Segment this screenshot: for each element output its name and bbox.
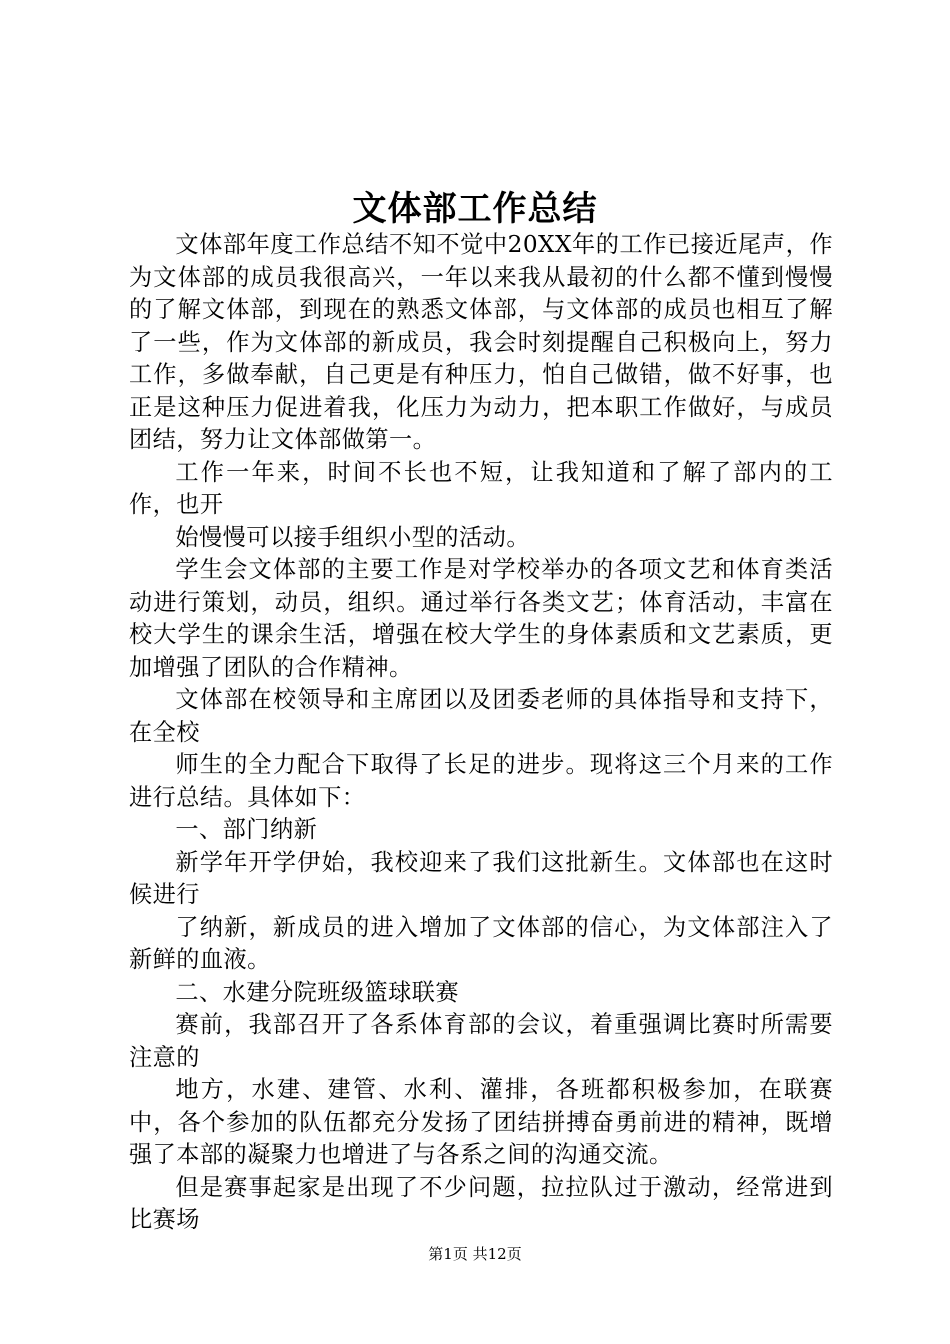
paragraph-main-work: 学生会文体部的主要工作是对学校举办的各项文艺和体育类活动进行策划，动员，组织。通过举行各类文艺；体育活动，丰富在校大学生的课余生活，增强在校大学生的身体素质和文艺素质，更加增强了团队的合作精神。 <box>129 556 833 681</box>
section-heading-basketball: 二、水建分院班级篮球联赛 <box>175 978 460 1006</box>
paragraph-guidance: 文体部在校领导和主席团以及团委老师的具体指导和支持下，在全校 <box>129 686 833 746</box>
paragraph-recruitment: 新学年开学伊始，我校迎来了我们这批新生。文体部也在这时候进行 <box>129 848 833 908</box>
paragraph-basketball-teams: 地方，水建、建管、水利、灌排，各班都积极参加，在联赛中，各个参加的队伍都充分发扬了团结拼搏奋勇前进的精神，既增强了本部的凝聚力也增进了与各系之间的沟通交流。 <box>129 1076 833 1168</box>
section-heading-recruitment: 一、部门纳新 <box>175 816 318 843</box>
document-body <box>129 229 833 1237</box>
paragraph-guidance-cont: 师生的全力配合下取得了长足的进步。现将这三个月来的工作进行总结。具体如下： <box>129 751 833 811</box>
paragraph-work-year-cont: 始慢慢可以接手组织小型的活动。 <box>175 523 530 551</box>
paragraph-recruitment-cont: 了纳新，新成员的进入增加了文体部的信心，为文体部注入了新鲜的血液。 <box>129 913 833 973</box>
paragraph-intro: 文体部年度工作总结不知不觉中20XX年的工作已接近尾声，作为文体部的成员我很高兴，一年以来我从最初的什么都不懂到慢慢的了解文体部，到现在的熟悉文体部，与文体部的成员也相互了解了一些，作为文体部的新成员，我会时刻提醒自己积极向上，努力工作，多做奉献，自己更是有种压力，怕自己做错，做不好事，也正是这种压力促进着我，化压力为动力，把本职工作做好，与成员团结，努力让文体部做第一。 <box>129 231 833 453</box>
paragraph-basketball-meeting: 赛前，我部召开了各系体育部的会议，着重强调比赛时所需要注意的 <box>129 1011 833 1071</box>
paragraph-basketball-issues: 但是赛事起家是出现了不少问题，拉拉队过于激动，经常进到比赛场 <box>129 1173 833 1233</box>
page-footer: 第1页 共12页 <box>428 1245 522 1263</box>
paragraph-work-year: 工作一年来，时间不长也不短，让我知道和了解了部内的工作，也开 <box>129 458 833 518</box>
document-title: 文体部工作总结 <box>352 189 598 229</box>
